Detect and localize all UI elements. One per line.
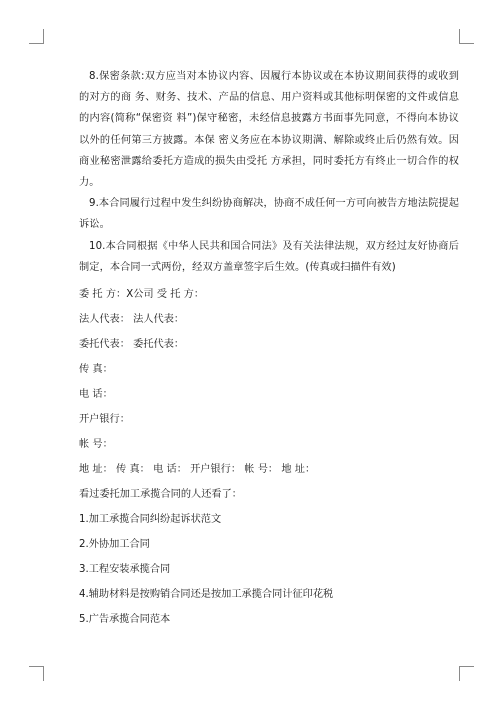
crop-mark-bottom-right xyxy=(459,666,474,681)
related-item: 2.外协加工合同 xyxy=(79,539,150,551)
signature-line-address: 地 址： 传 真： 电 话： 开户银行： 帐 号： 地 址： xyxy=(79,464,316,476)
related-item: 4.辅助材料是按购销合同还是按加工承揽合同计征印花税 xyxy=(79,589,334,601)
signature-line-phone: 电 话： xyxy=(79,389,113,401)
clause-confidentiality: 8.保密条款:双方应当对本协议内容、因履行本协议或在本协议期间获得的或收到的对方的商 务、财务、技术、产品的信息、用户资料或其他标明保密的文件或信息的内容(简称“保密资 料”)保守秘密，未经信息披露方书面事先同意，不得向本协议以外的任何第三方披露。本保 密义务应在本协议期满、解除或终止后仍然有效。因商业秘密泄露给委托方造成的损失由受托 方承担，同时委托方有终止一切合作的权力。 xyxy=(79,71,459,189)
signature-line-fax: 传 真： xyxy=(79,364,113,376)
crop-mark-bottom-left xyxy=(29,666,44,681)
signature-line-parties: 委 托 方：X公司 受 托 方： xyxy=(79,289,205,301)
related-item: 5.广告承揽合同范本 xyxy=(79,614,171,626)
related-heading: 看过委托加工承揽合同的人还看了： xyxy=(79,489,242,501)
clause-dispute: 9.本合同履行过程中发生纠纷协商解决，协商不成任何一方可向被告方地法院提起诉讼。 xyxy=(79,198,459,231)
crop-mark-top-left xyxy=(29,29,44,44)
document-body xyxy=(79,66,459,632)
related-item: 3.工程安装承揽合同 xyxy=(79,564,171,576)
signature-line-account: 帐 号： xyxy=(79,439,113,451)
signature-line-bank: 开户银行： xyxy=(79,414,130,426)
related-item: 1.加工承揽合同纠纷起诉状范文 xyxy=(79,514,222,526)
crop-mark-top-right xyxy=(459,29,474,44)
signature-line-legal-rep: 法人代表： 法人代表： xyxy=(79,314,185,326)
clause-effect: 10.本合同根据《中华人民共和国合同法》及有关法律法规，双方经过友好协商后制定，本合同一式两份，经双方盖章签字后生效。(传真或扫描件有效) xyxy=(79,240,459,273)
signature-line-agent: 委托代表： 委托代表： xyxy=(79,339,185,351)
